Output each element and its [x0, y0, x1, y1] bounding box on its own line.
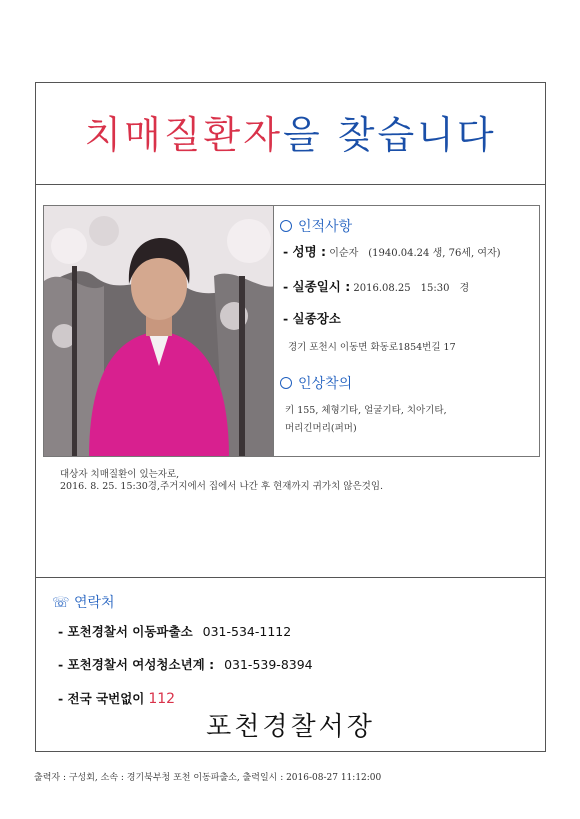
contact-item-1: - 포천경찰서 이동파출소 031-534-1112	[58, 624, 292, 639]
description-line-2: 2016. 8. 25. 15:30경,주거지에서 집에서 나간 후 현재까지 귀가치 않은것임.	[60, 481, 384, 492]
contact-divider	[36, 577, 545, 578]
missing-place-value: 경기 포천시 이동면 화동로1854번길 17	[288, 342, 456, 353]
circle-bullet-icon	[280, 220, 292, 232]
appearance-line-2: 머리긴머리(퍼머)	[285, 423, 357, 434]
poster-title	[37, 90, 544, 180]
contact-item-3: - 전국 국번없이 112	[58, 691, 176, 707]
contact-heading: ☏ 연락처	[52, 595, 115, 611]
personal-info-heading: 인적사항	[280, 216, 352, 236]
missing-date-row	[283, 277, 469, 295]
phone-icon: ☏	[52, 595, 70, 611]
missing-place-label: - 실종장소	[283, 311, 341, 326]
issuer-signature: 포천경찰서장	[206, 712, 375, 742]
title-blue-part: 을 찾습니다	[282, 113, 497, 157]
name-value: 이순자 (1940.04.24 생, 76세, 여자)	[329, 248, 501, 259]
name-row	[283, 242, 501, 260]
missing-place-row	[283, 309, 341, 327]
contact-number-2: 031-539-8394	[224, 657, 313, 672]
circle-bullet-icon	[280, 377, 292, 389]
appearance-heading: 인상착의	[280, 373, 352, 393]
contact-item-2: - 포천경찰서 여성청소년계 : 031-539-8394	[58, 657, 313, 672]
contact-number-1: 031-534-1112	[202, 624, 292, 639]
emergency-number: 112	[148, 691, 176, 707]
print-footer: 출력자 : 구성회, 소속 : 경기북부청 포천 이동파출소, 출력일시 : 2016-08-27 11:12:00	[34, 773, 382, 783]
missing-date-label: - 실종일시 :	[283, 279, 351, 294]
title-divider	[36, 184, 545, 185]
missing-date-value: 2016.08.25 15:30 경	[353, 283, 470, 294]
name-label: - 성명 :	[283, 244, 327, 259]
missing-person-photo	[43, 205, 274, 457]
appearance-line-1: 키 155, 체형기타, 얼굴기타, 치아기타,	[285, 405, 447, 416]
title-red-part: 치매질환자	[84, 113, 283, 157]
person-photo-image	[44, 206, 274, 457]
description-line-1: 대상자 치매질환이 있는자로,	[60, 469, 180, 480]
